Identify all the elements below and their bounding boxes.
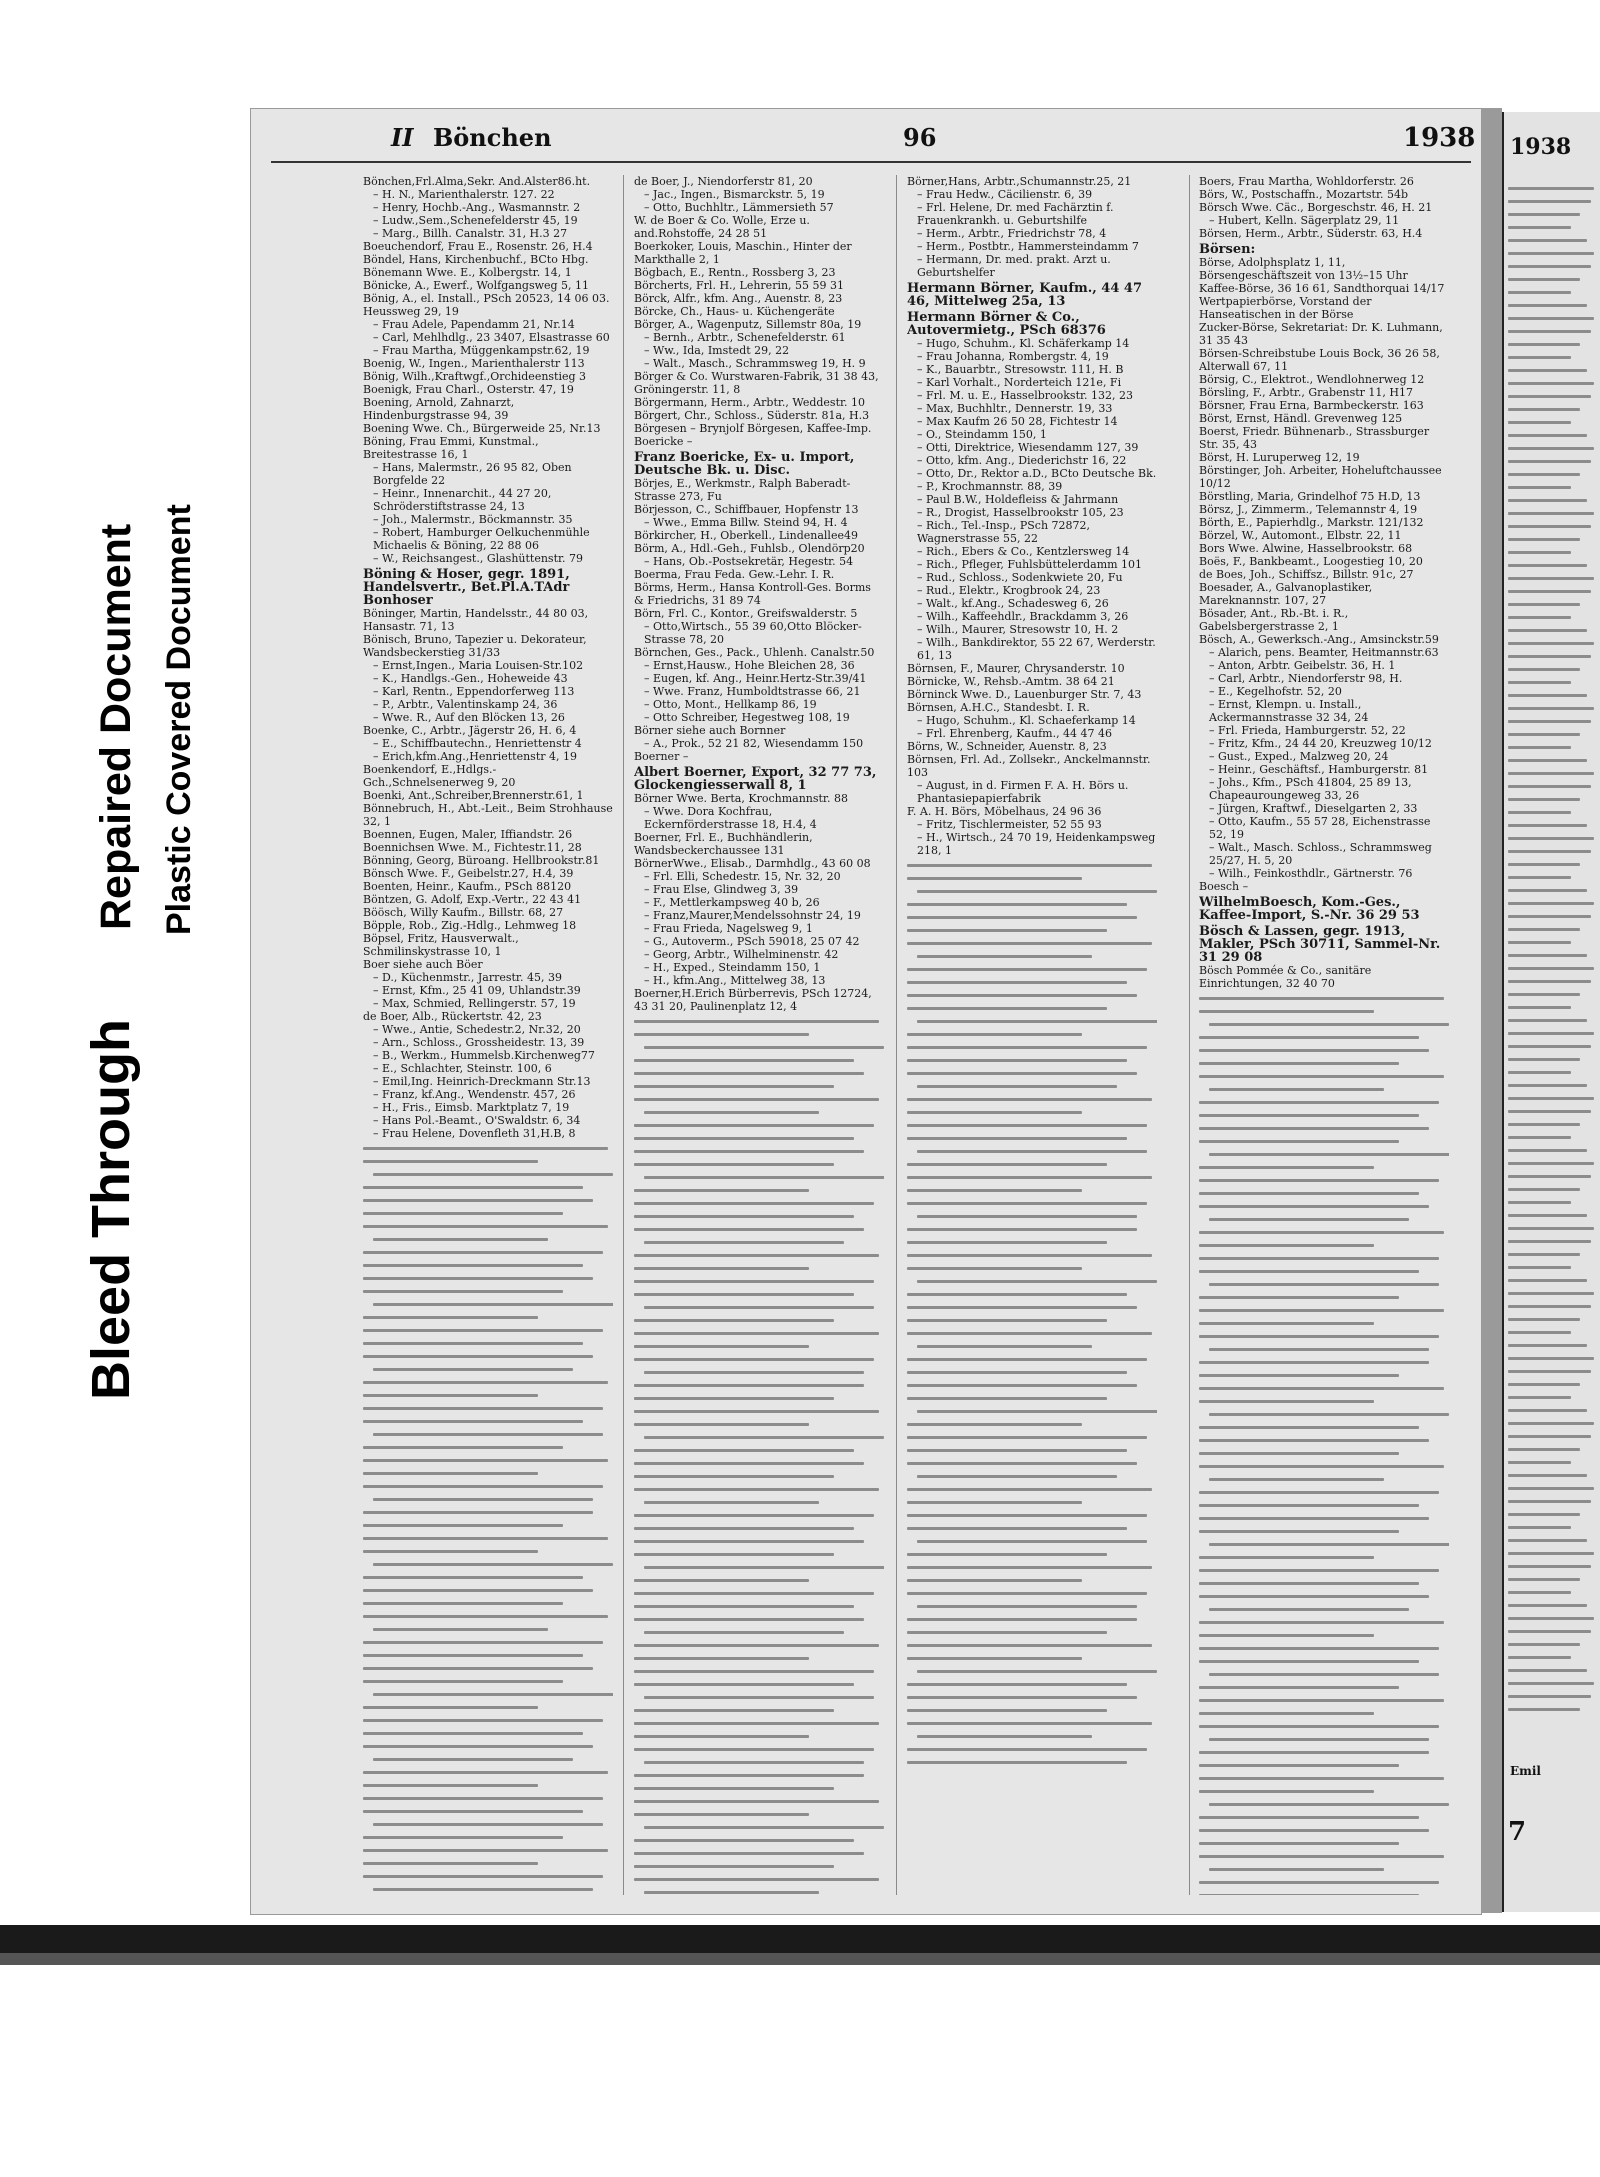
directory-entry: – Alarich, pens. Beamter, Heitmannstr.63 xyxy=(1209,646,1439,659)
directory-entry: – Wwe., Antie, Schedestr.2, Nr.32, 20 xyxy=(373,1023,581,1036)
directory-entry: – Georg, Arbtr., Wilhelminenstr. 42 xyxy=(644,948,839,961)
page-code: II xyxy=(391,123,414,152)
directory-entry: – Ernst, Klempn. u. Install., Ackermannstrasse 32 34, 24 xyxy=(1209,698,1369,724)
directory-entry: Börst, Ernst, Händl. Grevenweg 125 xyxy=(1199,412,1403,425)
directory-entry: – Carl, Mehlhdlg., 23 3407, Elsastrasse 60 xyxy=(373,331,610,344)
directory-entry: – Karl, Rentn., Eppendorferweg 113 xyxy=(373,685,575,698)
directory-entry: – Otto, kfm. Ang., Diederichstr 16, 22 xyxy=(917,454,1127,467)
directory-entry: Zucker-Börse, Sekretariat: Dr. K. Luhmann, 31 35 43 xyxy=(1199,321,1443,347)
directory-entry: – P., Krochmannstr. 88, 39 xyxy=(917,480,1063,493)
directory-entry: Börnicke, W., Rehsb.-Amtm. 38 64 21 xyxy=(907,675,1115,688)
directory-entry: Boer siehe auch Böer xyxy=(363,958,483,971)
adjacent-page-name: Emil xyxy=(1510,1764,1541,1778)
directory-entry: Börsch Wwe. Cäc., Borgeschstr. 46, H. 21 xyxy=(1199,201,1433,214)
directory-entry: Börsen, Herm., Arbtr., Süderstr. 63, H.4 xyxy=(1199,227,1423,240)
directory-entry: Wertpapierbörse, Vorstand der Hanseatischen in der Börse xyxy=(1199,295,1372,321)
directory-entry: Börner siehe auch Bornner xyxy=(634,724,786,737)
directory-entry: Börsig, C., Elektrot., Wendlohnerweg 12 xyxy=(1199,373,1425,386)
directory-entry: – Herm., Postbtr., Hammersteindamm 7 xyxy=(917,240,1139,253)
directory-entry: Bors Wwe. Alwine, Hasselbrookstr. 68 xyxy=(1199,542,1413,555)
directory-entry: Börcherts, Frl. H., Lehrerin, 55 59 31 xyxy=(634,279,845,292)
directory-entry: – Frl. Ehrenberg, Kaufm., 44 47 46 xyxy=(917,727,1113,740)
directory-entry: – Heinr., Innenarchit., 44 27 20, Schröderstiftstrasse 24, 13 xyxy=(373,487,552,513)
directory-entry: – G., Autoverm., PSch 59018, 25 07 42 xyxy=(644,935,860,948)
directory-entry: Boericke – xyxy=(634,435,693,448)
directory-entry: Boenke, C., Arbtr., Jägerstr 26, H. 6, 4 xyxy=(363,724,577,737)
directory-entry: Böösch, Willy Kaufm., Billstr. 68, 27 xyxy=(363,906,564,919)
directory-entry: – A., Prok., 52 21 82, Wiesendamm 150 xyxy=(644,737,864,750)
directory-entry: – Rich., Pfleger, Fuhlsbüttelerdamm 101 xyxy=(917,558,1143,571)
directory-entry: – H., kfm.Ang., Mittelweg 38, 13 xyxy=(644,974,826,987)
book-gutter xyxy=(1482,108,1502,1913)
directory-entry: Börsner, Frau Erna, Barmbeckerstr. 163 xyxy=(1199,399,1424,412)
directory-entry: – Otto, Mont., Hellkamp 86, 19 xyxy=(644,698,817,711)
side-note-bleed-through: Bleed Through xyxy=(81,1019,141,1400)
directory-entry: – Frau Johanna, Rombergstr. 4, 19 xyxy=(917,350,1109,363)
directory-entry: – Henry, Hochb.-Ang., Wasmannstr. 2 xyxy=(373,201,581,214)
directory-entry: Börkircher, H., Oberkell., Lindenallee49 xyxy=(634,529,858,542)
directory-entry: Boerst, Friedr. Bühnenarb., Strassburger Str. 35, 43 xyxy=(1199,425,1430,451)
directory-entry: – Franz, kf.Ang., Wendenstr. 457, 26 xyxy=(373,1088,576,1101)
directory-entry: – Otti, Direktrice, Wiesendamm 127, 39 xyxy=(917,441,1139,454)
directory-entry: – Ww., Ida, Imstedt 29, 22 xyxy=(644,344,790,357)
directory-entry: – B., Werkm., Hummelsb.Kirchenweg77 xyxy=(373,1049,595,1062)
directory-entry: W. de Boer & Co. Wolle, Erze u. and.Rohstoffe, 24 28 51 xyxy=(634,214,810,240)
directory-entry: – Walt., Masch. Schloss., Schrammsweg 25/27, H. 5, 20 xyxy=(1209,841,1432,867)
directory-entry: – Rud., Schloss., Sodenkwiete 20, Fu xyxy=(917,571,1123,584)
directory-entry: – Max Kaufm 26 50 28, Fichtestr 14 xyxy=(917,415,1118,428)
directory-entry: – Wilh., Kaffeehdlr., Brackdamm 3, 26 xyxy=(917,610,1129,623)
directory-entry: Bösader, Ant., Rb.-Bt. i. R., Gabelsbergerstrasse 2, 1 xyxy=(1199,607,1349,633)
directory-entry: – Hans, Malermstr., 26 95 82, Oben Borgfelde 22 xyxy=(373,461,572,487)
directory-entry: Börsen-Schreibstube Louis Bock, 36 26 58, Alterwall 67, 11 xyxy=(1199,347,1440,373)
directory-entry: – Hubert, Kelln. Sägerplatz 29, 11 xyxy=(1209,214,1400,227)
adjacent-page-number: 7 xyxy=(1508,1817,1527,1847)
running-head: Bönchen xyxy=(433,123,552,152)
directory-entry: Boening Wwe. Ch., Bürgerweide 25, Nr.13 xyxy=(363,422,601,435)
directory-entry: – Jac., Ingen., Bismarckstr. 5, 19 xyxy=(644,188,825,201)
directory-entry: – Emil,Ing. Heinrich-Dreckmann Str.13 xyxy=(373,1075,591,1088)
directory-entry: – Otto, Kaufm., 55 57 28, Eichenstrasse 52, 19 xyxy=(1209,815,1431,841)
directory-entry: – Frl. M. u. E., Hasselbrookstr. 132, 23 xyxy=(917,389,1134,402)
directory-entry: Bönisch, Bruno, Tapezier u. Dekorateur, Wandsbeckerstieg 31/33 xyxy=(363,633,587,659)
directory-entry: Bönnebruch, H., Abt.-Leit., Beim Strohhause 32, 1 xyxy=(363,802,613,828)
directory-entry: – O., Steindamm 150, 1 xyxy=(917,428,1047,441)
directory-entry: – Frl. Helene, Dr. med Fachärztin f. Frauenkrankh. u. Geburtshilfe xyxy=(917,201,1114,227)
directory-page xyxy=(250,108,1482,1915)
directory-entry: – Erich,kfm.Ang.,Henriettenstr 4, 19 xyxy=(373,750,577,763)
directory-entry: Börsling, F., Arbtr., Grabenstr 11, H17 xyxy=(1199,386,1414,399)
column-4 xyxy=(1199,175,1449,1895)
directory-entry: de Boer, J., Niendorferstr 81, 20 xyxy=(634,175,813,188)
directory-entry: Börner,Hans, Arbtr.,Schumannstr.25, 21 xyxy=(907,175,1132,188)
directory-entry: – Otto, Dr., Rektor a.D., BCto Deutsche Bk. xyxy=(917,467,1157,480)
directory-entry: – Rich., Ebers & Co., Kentzlersweg 14 xyxy=(917,545,1130,558)
directory-entry: – Wwe. Dora Kochfrau, Eckernförderstrasse 18, H.4, 4 xyxy=(644,805,817,831)
directory-entry: Börnsen, Frl. Ad., Zollsekr., Anckelmannstr. 103 xyxy=(907,753,1151,779)
directory-entry: – Herm., Arbtr., Friedrichstr 78, 4 xyxy=(917,227,1107,240)
adjacent-page-year: 1938 xyxy=(1510,134,1572,160)
scan-bottom-shadow xyxy=(0,1953,1600,1965)
directory-entry: – Otto Schreiber, Hegestweg 108, 19 xyxy=(644,711,850,724)
directory-entry: – Frau Frieda, Nagelsweg 9, 1 xyxy=(644,922,813,935)
column-rule xyxy=(1189,175,1190,1895)
directory-entry: – Hans, Ob.-Postsekretär, Hegestr. 54 xyxy=(644,555,854,568)
directory-entry: – P., Arbtr., Valentinskamp 24, 36 xyxy=(373,698,558,711)
directory-entry: – E., Schlachter, Steinstr. 100, 6 xyxy=(373,1062,552,1075)
directory-entry: – K., Handlgs.-Gen., Hoheweide 43 xyxy=(373,672,568,685)
directory-entry: – Fritz, Tischlermeister, 52 55 93 xyxy=(917,818,1102,831)
directory-entry: – F., Mettlerkampsweg 40 b, 26 xyxy=(644,896,820,909)
directory-entry: – Marg., Billh. Canalstr. 31, H.3 27 xyxy=(373,227,568,240)
directory-entry: Bönning, Georg, Büroang. Hellbrookstr.81 xyxy=(363,854,600,867)
directory-entry: Franz Boericke, Ex- u. Import, Deutsche Bk. u. Disc. xyxy=(634,450,855,478)
directory-entry: Börth, E., Papierhdlg., Markstr. 121/132 xyxy=(1199,516,1424,529)
directory-entry: – H., Wirtsch., 24 70 19, Heidenkampsweg 218, 1 xyxy=(917,831,1156,857)
directory-entry: Börzel, W., Automont., Elbstr. 22, 11 xyxy=(1199,529,1402,542)
directory-entry: – Wwe., Emma Billw. Steind 94, H. 4 xyxy=(644,516,848,529)
directory-entry: – Otto, Buchhltr., Lämmersieth 57 xyxy=(644,201,834,214)
directory-entry: Bönig, Wilh.,Kraftwgf.,Orchideenstieg 3 xyxy=(363,370,587,383)
directory-entry: Bögbach, E., Rentn., Rossberg 3, 23 xyxy=(634,266,836,279)
adjacent-page-text xyxy=(1508,182,1598,1716)
directory-entry: Börsen: xyxy=(1199,242,1256,257)
directory-entry: – D., Küchenmstr., Jarrestr. 45, 39 xyxy=(373,971,562,984)
directory-entry: – Frau Adele, Papendamm 21, Nr.14 xyxy=(373,318,575,331)
directory-entry: – Max, Buchhltr., Dennerstr. 19, 33 xyxy=(917,402,1113,415)
directory-entry: – Wwe. R., Auf den Blöcken 13, 26 xyxy=(373,711,565,724)
column-rule xyxy=(896,175,897,1895)
directory-entry: Böpsel, Fritz, Hausverwalt., Schmilinskystrasse 10, 1 xyxy=(363,932,519,958)
directory-entry: – Heinr., Geschäftsf., Hamburgerstr. 81 xyxy=(1209,763,1429,776)
directory-entry: – H., Exped., Steindamm 150, 1 xyxy=(644,961,821,974)
directory-entry: Börn, Frl. C., Kontor., Greifswalderstr. 5 xyxy=(634,607,858,620)
column-3 xyxy=(907,175,1157,1895)
scan-bottom-edge xyxy=(0,1925,1600,1953)
directory-entry: – Bernh., Arbtr., Schenefelderstr. 61 xyxy=(644,331,846,344)
directory-entry: Börck, Alfr., kfm. Ang., Auenstr. 8, 23 xyxy=(634,292,843,305)
directory-entry: Boerkoker, Louis, Maschin., Hinter der Markthalle 2, 1 xyxy=(634,240,852,266)
directory-entry: Bönicke, A., Ewerf., Wolfgangsweg 5, 11 xyxy=(363,279,590,292)
directory-entry: Böning, Frau Emmi, Kunstmal., Breitestrasse 16, 1 xyxy=(363,435,539,461)
directory-entry: Börjesson, C., Schiffbauer, Hopfenstr 13 xyxy=(634,503,859,516)
directory-entry: – E., Kegelhofstr. 52, 20 xyxy=(1209,685,1342,698)
directory-entry: Börnsen, F., Maurer, Chrysanderstr. 10 xyxy=(907,662,1125,675)
directory-entry: Boenig, W., Ingen., Marienthalerstr 113 xyxy=(363,357,585,370)
directory-entry: Böpple, Rob., Zig.-Hdlg., Lehmweg 18 xyxy=(363,919,577,932)
directory-entry: Börnsen, A.H.C., Standesbt. I. R. xyxy=(907,701,1090,714)
scanned-text-filler xyxy=(1199,992,1449,1895)
directory-entry: – Otto,Wirtsch., 55 39 60,Otto Blöcker-Strasse 78, 20 xyxy=(644,620,862,646)
directory-entry: Bösch, A., Gewerksch.-Ang., Amsinckstr.59 xyxy=(1199,633,1439,646)
directory-entry: Boenigk, Frau Charl., Osterstr. 47, 19 xyxy=(363,383,574,396)
directory-entry: – Johs., Kfm., PSch 41804, 25 89 13, Chapeauroungeweg 33, 26 xyxy=(1209,776,1412,802)
directory-entry: Boenki, Ant.,Schreiber,Brennerstr.61, 1 xyxy=(363,789,584,802)
directory-entry: Boerner,H.Erich Bürberrevis, PSch 12724, 43 31 20, Paulinenplatz 12, 4 xyxy=(634,987,872,1013)
directory-entry: Bönemann Wwe. E., Kolbergstr. 14, 1 xyxy=(363,266,572,279)
directory-entry: – Ludw.,Sem.,Schenefelderstr 45, 19 xyxy=(373,214,578,227)
directory-entry: – Walt., kf.Ang., Schadesweg 6, 26 xyxy=(917,597,1109,610)
directory-entry: Bösch & Lassen, gegr. 1913, Makler, PSch 30711, Sammel-Nr. 31 29 08 xyxy=(1199,924,1441,965)
directory-entry: Börgermann, Herm., Arbtr., Weddestr. 10 xyxy=(634,396,866,409)
directory-entry: Boerner, Frl. E., Buchhändlerin, Wandsbeckerchaussee 131 xyxy=(634,831,813,857)
directory-entry: Börms, Herm., Hansa Kontroll-Ges. Borms & Friedrichs, 31 89 74 xyxy=(634,581,871,607)
column-1 xyxy=(363,175,613,1895)
directory-entry: Börsz, J., Zimmerm., Telemannstr 4, 19 xyxy=(1199,503,1418,516)
directory-entry: – Wwe. Franz, Humboldtstrasse 66, 21 xyxy=(644,685,861,698)
directory-entry: Börs, W., Postschaffn., Mozartstr. 54b xyxy=(1199,188,1409,201)
directory-entry: – Hans Pol.-Beamt., O'Swaldstr. 6, 34 xyxy=(373,1114,581,1127)
directory-entry: Boës, F., Bankbeamt., Loogestieg 10, 20 xyxy=(1199,555,1423,568)
directory-entry: Böndel, Hans, Kirchenbuchf., BCto Hbg. xyxy=(363,253,589,266)
directory-entry: – Ernst,Ingen., Maria Louisen-Str.102 xyxy=(373,659,584,672)
directory-entry: – K., Bauarbtr., Stresowstr. 111, H. B xyxy=(917,363,1124,376)
directory-entry: – Jürgen, Kraftwf., Dieselgarten 2, 33 xyxy=(1209,802,1418,815)
directory-entry: – August, in d. Firmen F. A. H. Börs u. Phantasiepapierfabrik xyxy=(917,779,1129,805)
directory-entry: – Joh., Malermstr., Böckmannstr. 35 xyxy=(373,513,573,526)
directory-entry: – Anton, Arbtr. Geibelstr. 36, H. 1 xyxy=(1209,659,1396,672)
directory-entry: – Hugo, Schuhm., Kl. Schaeferkamp 14 xyxy=(917,714,1136,727)
directory-entry: – Hermann, Dr. med. prakt. Arzt u. Geburtshelfer xyxy=(917,253,1111,279)
directory-entry: – R., Drogist, Hasselbrookstr 105, 23 xyxy=(917,506,1124,519)
directory-entry: – Ernst,Hausw., Hohe Bleichen 28, 36 xyxy=(644,659,855,672)
directory-entry: BörnerWwe., Elisab., Darmhdlg., 43 60 08 xyxy=(634,857,871,870)
directory-entry: Boening, Arnold, Zahnarzt, Hindenburgstrasse 94, 39 xyxy=(363,396,515,422)
side-note-repaired-document: Repaired Document xyxy=(92,523,140,930)
directory-entry: – Wilh., Bankdirektor, 55 22 67, Werderstr. 61, 13 xyxy=(917,636,1156,662)
directory-entry: Boenkendorf, E.,Hdlgs.-Gch.,Schnelsenerweg 9, 20 xyxy=(363,763,516,789)
directory-entry: – Rud., Elektr., Krogbrook 24, 23 xyxy=(917,584,1101,597)
directory-entry: WilhelmBoesch, Kom.-Ges., Kaffee-Import, S.-Nr. 36 29 53 xyxy=(1199,895,1420,923)
directory-entry: Hermann Börner & Co., Autovermietg., PSch 68376 xyxy=(907,310,1106,338)
directory-entry: Albert Boerner, Export, 32 77 73, Glockengiesserwall 8, 1 xyxy=(634,765,877,793)
directory-entry: – Rich., Tel.-Insp., PSch 72872, Wagnerstrasse 55, 22 xyxy=(917,519,1091,545)
directory-entry: Kaffee-Börse, 36 16 61, Sandthorquai 14/17 xyxy=(1199,282,1445,295)
directory-entry: Börns, W., Schneider, Auenstr. 8, 23 xyxy=(907,740,1107,753)
directory-entry: – Eugen, kf. Ang., Heinr.Hertz-Str.39/41 xyxy=(644,672,867,685)
directory-entry: Börner Wwe. Berta, Krochmannstr. 88 xyxy=(634,792,848,805)
directory-entry: – E., Schiffbautechn., Henriettenstr 4 xyxy=(373,737,582,750)
directory-entry: – Carl, Arbtr., Niendorferstr 98, H. xyxy=(1209,672,1403,685)
directory-entry: – Arn., Schloss., Grossheidestr. 13, 39 xyxy=(373,1036,585,1049)
directory-entry: Boers, Frau Martha, Wohldorferstr. 26 xyxy=(1199,175,1414,188)
directory-entry: – Paul B.W., Holdefleiss & Jahrmann xyxy=(917,493,1119,506)
directory-entry: Börger & Co. Wurstwaren-Fabrik, 31 38 43, Gröningerstr. 11, 8 xyxy=(634,370,879,396)
directory-entry: – Walt., Masch., Schrammsweg 19, H. 9 xyxy=(644,357,866,370)
directory-entry: Börjes, E., Werkmstr., Ralph Baberadt-Strasse 273, Fu xyxy=(634,477,851,503)
directory-entry: Börm, A., Hdl.-Geh., Fuhlsb., Olendörp20 xyxy=(634,542,865,555)
directory-entry: Boeuchendorf, Frau E., Rosenstr. 26, H.4 xyxy=(363,240,593,253)
directory-entry: – Ernst, Kfm., 25 41 09, Uhlandstr.39 xyxy=(373,984,581,997)
directory-entry: – Fritz, Kfm., 24 44 20, Kreuzweg 10/12 xyxy=(1209,737,1432,750)
directory-entry: Börstinger, Joh. Arbeiter, Hoheluftchaussee 10/12 xyxy=(1199,464,1442,490)
directory-entry: – Frau Else, Glindweg 3, 39 xyxy=(644,883,799,896)
directory-entry: – Max, Schmied, Rellingerstr. 57, 19 xyxy=(373,997,576,1010)
directory-entry: Boesch – xyxy=(1199,880,1249,893)
directory-entry: Bösch Pommée & Co., sanitäre Einrichtungen, 32 40 70 xyxy=(1199,964,1372,990)
directory-entry: Böning & Hoser, gegr. 1891, Handelsvertr., Bet.Pl.A.TAdr Bonhoser xyxy=(363,567,570,608)
directory-entry: Börgert, Chr., Schloss., Süderstr. 81a, H.3 xyxy=(634,409,870,422)
directory-entry: Börse, Adolphsplatz 1, 11, Börsengeschäftszeit von 13½–15 Uhr xyxy=(1199,256,1408,282)
directory-entry: Bönsch Wwe. F., Geibelstr.27, H.4, 39 xyxy=(363,867,574,880)
side-note-plastic-covered: Plastic Covered Document xyxy=(160,504,198,935)
directory-entry: Böntzen, G. Adolf, Exp.-Vertr., 22 43 41 xyxy=(363,893,582,906)
directory-entry: – Frau Martha, Müggenkampstr.62, 19 xyxy=(373,344,590,357)
directory-entry: – Wilh., Maurer, Stresowstr 10, H. 2 xyxy=(917,623,1119,636)
scanned-text-filler xyxy=(634,1015,884,1895)
directory-entry: – Franz,Maurer,Mendelssohnstr 24, 19 xyxy=(644,909,861,922)
column-2 xyxy=(634,175,884,1895)
directory-entry: Böninger, Martin, Handelsstr., 44 80 03, Hansastr. 71, 13 xyxy=(363,607,589,633)
directory-entry: Bönchen,Frl.Alma,Sekr. And.Alster86.ht. xyxy=(363,175,591,188)
directory-entry: – Robert, Hamburger Oelkuchenmühle Michaelis & Böning, 22 88 06 xyxy=(373,526,590,552)
directory-entry: – Wilh., Feinkosthdlr., Gärtnerstr. 76 xyxy=(1209,867,1413,880)
directory-entry: Boennichsen Wwe. M., Fichtestr.11, 28 xyxy=(363,841,582,854)
directory-entry: – Gust., Exped., Malzweg 20, 24 xyxy=(1209,750,1389,763)
directory-entry: Börger, A., Wagenputz, Sillemstr 80a, 19 xyxy=(634,318,862,331)
directory-entry: Boesader, A., Galvanoplastiker, Mareknannstr. 107, 27 xyxy=(1199,581,1373,607)
directory-entry: – Frl. Elli, Schedestr. 15, Nr. 32, 20 xyxy=(644,870,841,883)
directory-entry: Boerma, Frau Feda. Gew.-Lehr. I. R. xyxy=(634,568,835,581)
directory-entry: Börst, H. Luruperweg 12, 19 xyxy=(1199,451,1360,464)
directory-entry: Boenten, Heinr., Kaufm., PSch 88120 xyxy=(363,880,572,893)
directory-entry: Börcke, Ch., Haus- u. Küchengeräte xyxy=(634,305,835,318)
directory-entry: de Boes, Joh., Schiffsz., Billstr. 91c, 27 xyxy=(1199,568,1414,581)
adjacent-page-edge xyxy=(1502,112,1600,1912)
directory-entry: Boerner – xyxy=(634,750,689,763)
directory-entry: – Karl Vorhalt., Norderteich 121e, Fi xyxy=(917,376,1122,389)
directory-entry: Börstling, Maria, Grindelhof 75 H.D, 13 xyxy=(1199,490,1421,503)
scanned-text-filler xyxy=(363,1142,613,1895)
directory-entry: Bönig, A., el. Install., PSch 20523, 14 06 03. Heussweg 29, 19 xyxy=(363,292,610,318)
directory-entry: Börninck Wwe. D., Lauenburger Str. 7, 43 xyxy=(907,688,1142,701)
column-rule xyxy=(623,175,624,1895)
directory-entry: – W., Reichsangest., Glashüttenstr. 79 xyxy=(373,552,584,565)
directory-entry: – Frau Hedw., Cäcilienstr. 6, 39 xyxy=(917,188,1093,201)
directory-entry: – H., Fris., Eimsb. Marktplatz 7, 19 xyxy=(373,1101,570,1114)
directory-entry: Boennen, Eugen, Maler, Iffiandstr. 26 xyxy=(363,828,573,841)
scan-margin-top xyxy=(0,0,1600,48)
directory-entry: Börgesen – Brynjolf Börgesen, Kaffee-Imp. xyxy=(634,422,872,435)
page-year: 1938 xyxy=(1403,123,1476,153)
directory-entry: de Boer, Alb., Rückertstr. 42, 23 xyxy=(363,1010,542,1023)
directory-entry: – Frau Helene, Dovenfleth 31,H.B, 8 xyxy=(373,1127,576,1140)
directory-entry: Hermann Börner, Kaufm., 44 47 46, Mittelweg 25a, 13 xyxy=(907,281,1143,309)
directory-entry: – Hugo, Schuhm., Kl. Schäferkamp 14 xyxy=(917,337,1130,350)
scanned-text-filler xyxy=(907,859,1157,1769)
directory-entry: Börnchen, Ges., Pack., Uhlenh. Canalstr.50 xyxy=(634,646,875,659)
directory-entry: – Frl. Frieda, Hamburgerstr. 52, 22 xyxy=(1209,724,1406,737)
directory-entry: – H. N., Marienthalerstr. 127. 22 xyxy=(373,188,555,201)
header-rule xyxy=(271,161,1471,163)
page-number: 96 xyxy=(903,123,937,152)
directory-entry: F. A. H. Börs, Möbelhaus, 24 96 36 xyxy=(907,805,1102,818)
